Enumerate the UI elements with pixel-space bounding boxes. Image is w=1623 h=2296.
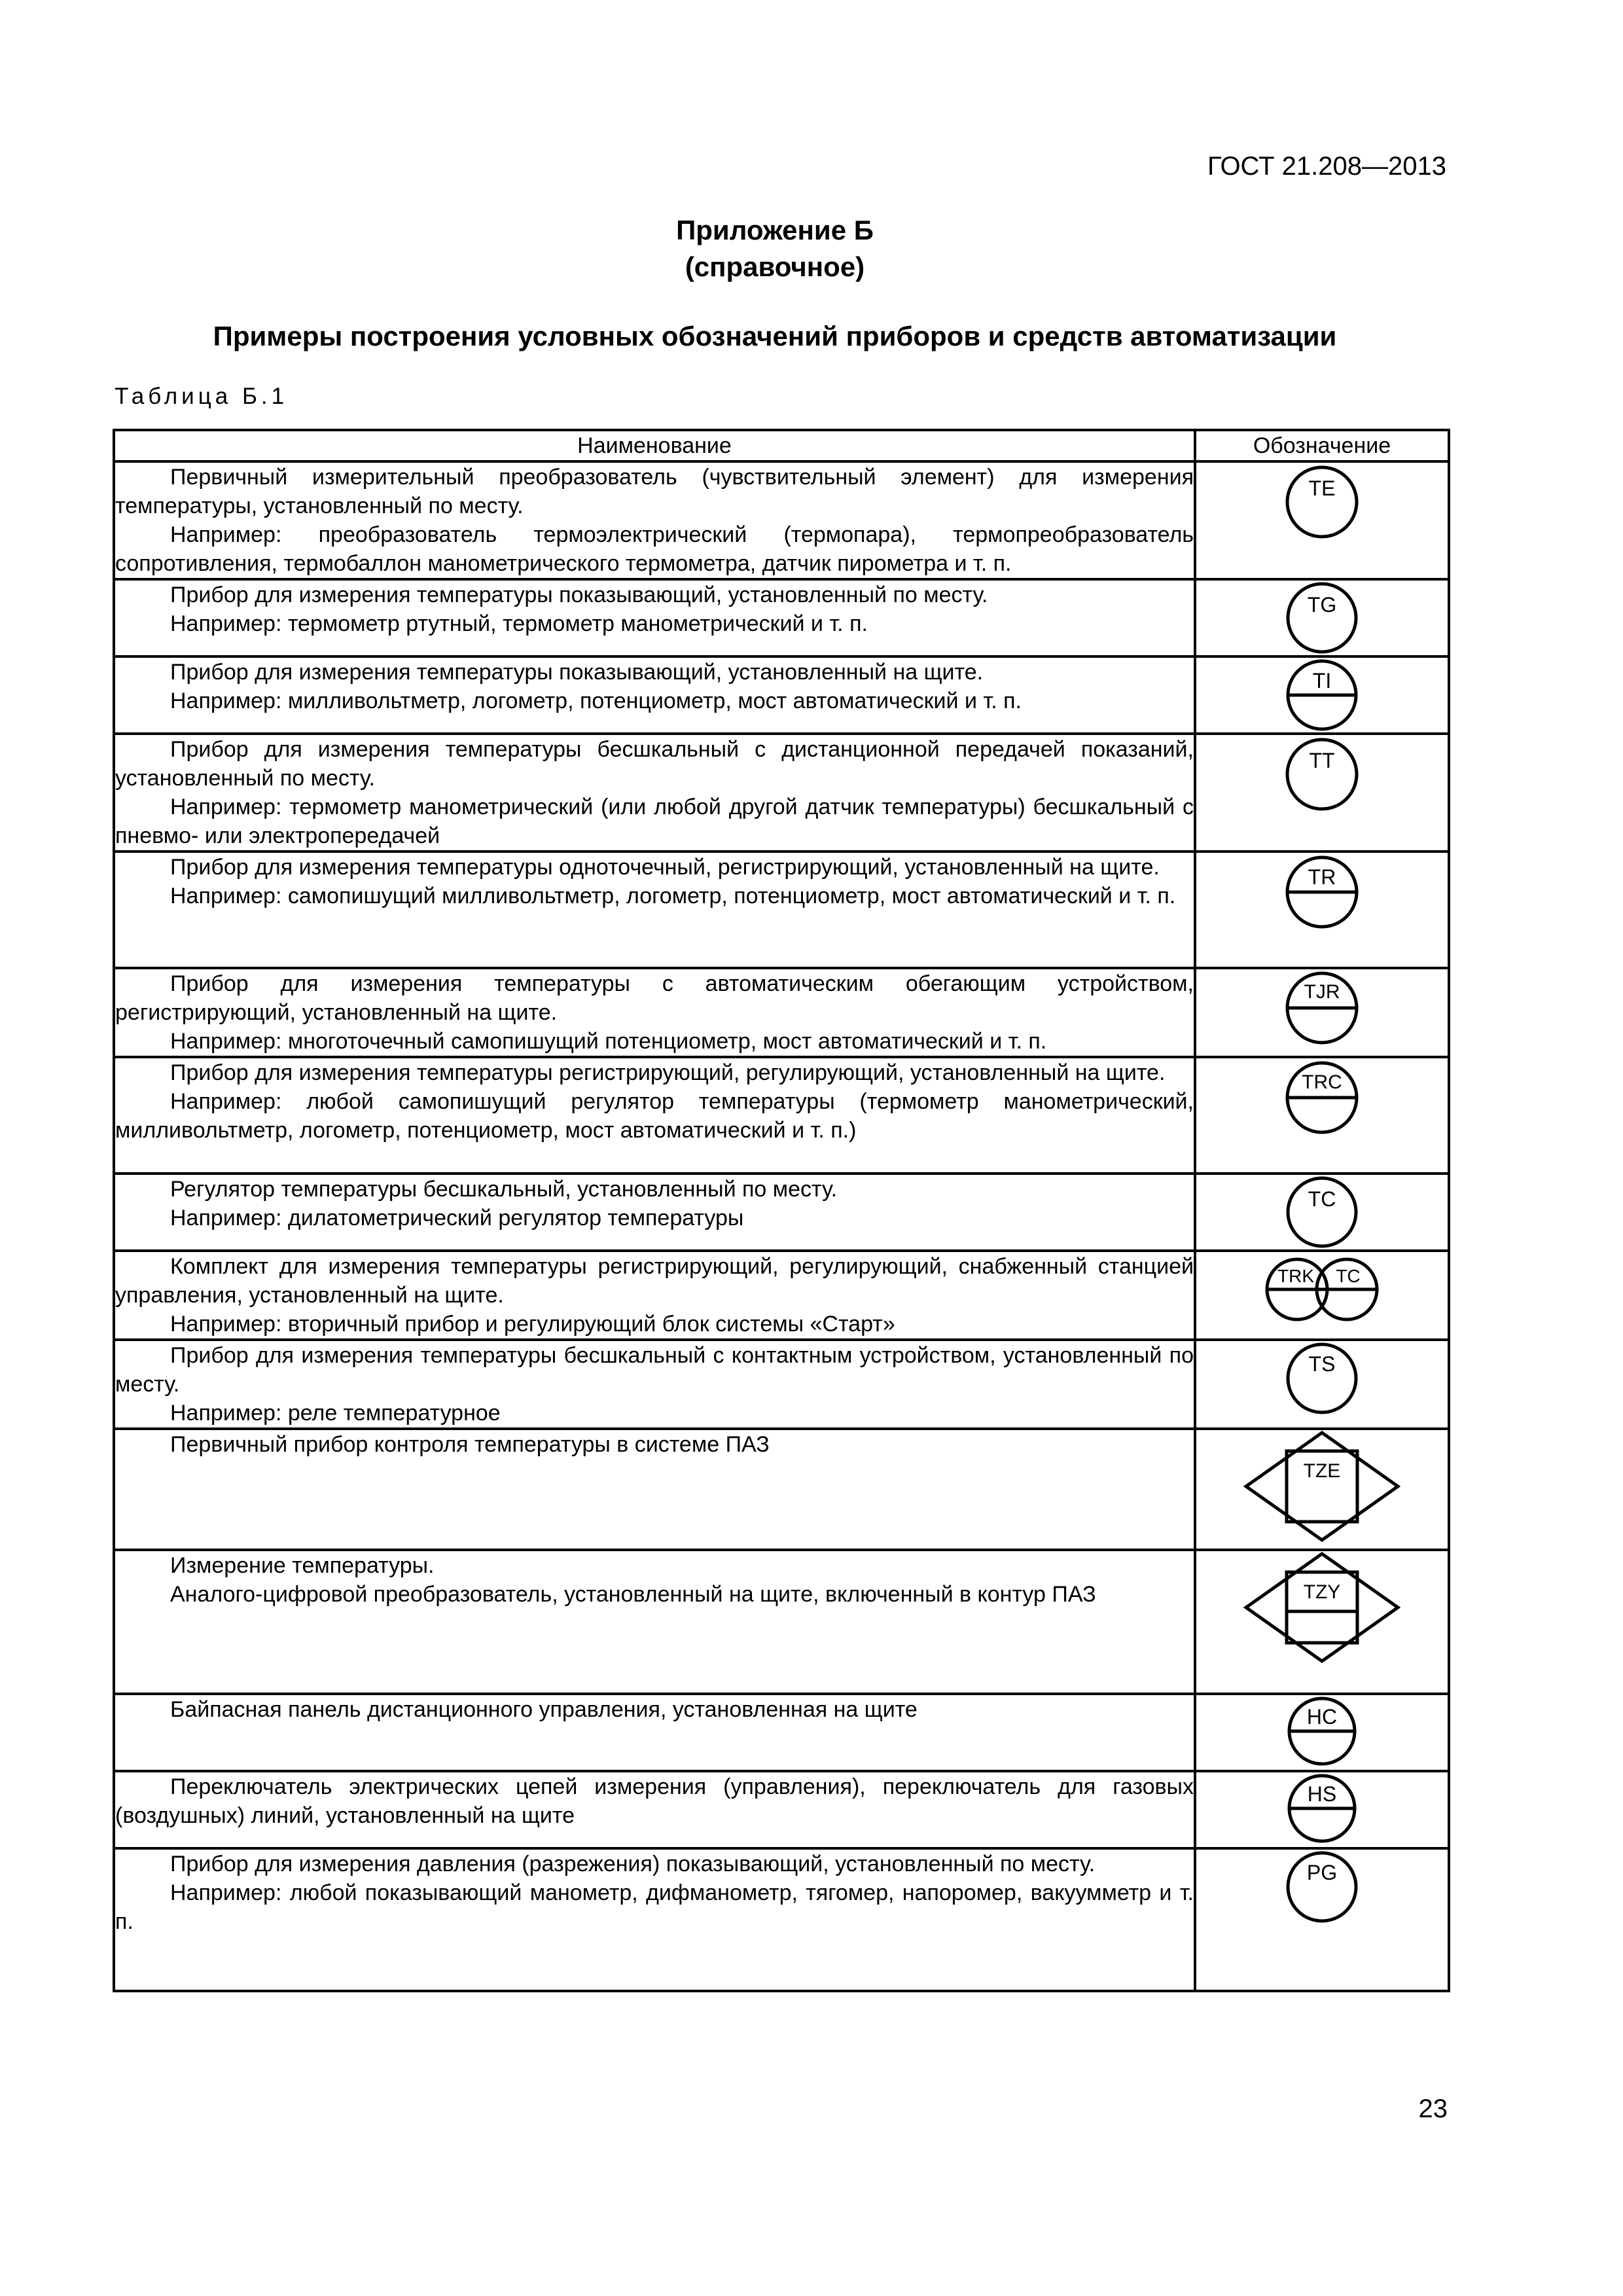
row-description: [114, 1771, 1195, 1848]
instrument-panel-symbol: [1283, 1058, 1361, 1137]
symbol-code: TZY: [1303, 1581, 1341, 1603]
section-heading: Примеры построения условных обозначений приборов и средств автоматизации: [213, 321, 1337, 351]
row-description: [114, 1174, 1195, 1251]
row-text: Прибор для измерения температуры с автоматическим обегающим устройством, регистрирующий, установленный на щите.: [115, 971, 1194, 1025]
table-row: [114, 1174, 1449, 1251]
row-example: Например: милливольтметр, логометр, потенциометр, мост автоматический и т. п.: [170, 689, 1022, 713]
row-example: Например: вторичный прибор и регулирующий блок системы «Старт»: [170, 1312, 895, 1336]
table-row: [114, 1251, 1449, 1340]
symbol-code: TJR: [1304, 981, 1340, 1003]
instrument-panel-symbol: [1283, 1772, 1361, 1844]
row-example: Например: дилатометрический регулятор температуры: [170, 1206, 744, 1230]
symbol-code: TS: [1308, 1352, 1336, 1376]
standard-number: ГОСТ 21.208—2013: [1207, 152, 1446, 181]
symbol-code-second: TC: [1336, 1266, 1361, 1286]
instrument-local-symbol: [1283, 463, 1361, 541]
symbol-code: TZE: [1303, 1460, 1341, 1482]
row-symbol: [1195, 1550, 1449, 1694]
row-text: Переключатель электрических цепей измерения (управления), переключатель для газовых (воздушных) линий, установленный на щите: [115, 1774, 1194, 1828]
row-text: Прибор для измерения температуры регистрирующий, регулирующий, установленный на щите.: [170, 1060, 1166, 1085]
symbol-code: HS: [1307, 1782, 1337, 1806]
row-description: [114, 579, 1195, 656]
instrument-local-symbol: [1283, 1341, 1361, 1416]
table-row: [114, 1694, 1449, 1771]
row-description: [114, 1550, 1195, 1694]
row-description: [114, 1429, 1195, 1550]
row-symbol: [1195, 1057, 1449, 1174]
table-header-row: [114, 430, 1449, 461]
table-row: [114, 579, 1449, 656]
row-description: [114, 1251, 1195, 1340]
row-symbol: [1195, 1251, 1449, 1340]
annex-title: Приложение Б: [676, 215, 874, 245]
row-text: Прибор для измерения температуры бесшкальный с дистанционной передачей показаний, установленный по месту.: [115, 737, 1194, 791]
row-text: Регулятор температуры бесшкальный, установленный по месту.: [170, 1177, 838, 1202]
row-text: Прибор для измерения температуры бесшкальный с контактным устройством, установленный по месту.: [115, 1343, 1194, 1397]
row-text: Байпасная панель дистанционного управления, установленная на щите: [170, 1697, 918, 1722]
row-symbol: [1195, 1174, 1449, 1251]
annex-subtitle: (справочное): [685, 251, 865, 282]
symbol-code: TRC: [1302, 1071, 1342, 1093]
symbols-table: [113, 429, 1450, 1992]
row-example: Например: любой самопишущий регулятор температуры (термометр манометрический, милливольтметр, логометр, потенциометр, мост автоматический и т. п.): [115, 1089, 1194, 1143]
column-header-name: Наименование: [114, 430, 1195, 461]
instrument-panel-symbol: [1283, 658, 1361, 732]
row-text: Первичный измерительный преобразователь (чувствительный элемент) для измерения температуры, установленный по месту.: [115, 465, 1194, 518]
instrument-local-symbol: [1283, 1175, 1361, 1249]
symbol-code: PG: [1306, 1861, 1338, 1884]
symbol-code: TC: [1308, 1187, 1336, 1211]
symbol-code: TE: [1308, 476, 1336, 500]
row-description: [114, 656, 1195, 734]
row-text: Измерение температуры.: [170, 1553, 435, 1578]
instrument-panel-symbol: [1283, 853, 1361, 931]
row-description: [114, 1340, 1195, 1429]
table-row: [114, 1429, 1449, 1550]
row-text: Прибор для измерения давления (разрежения) показывающий, установленный по месту.: [170, 1852, 1096, 1876]
row-description: [114, 461, 1195, 579]
instrument-local-symbol: [1283, 1850, 1361, 1924]
table-row: [114, 1550, 1449, 1694]
table-row: [114, 1848, 1449, 1991]
page-number: 23: [1418, 2094, 1448, 2123]
safety-system-symbol: [1243, 1430, 1400, 1543]
row-description: [114, 734, 1195, 852]
row-symbol: [1195, 579, 1449, 656]
row-example: Например: любой показывающий манометр, дифманометр, тягомер, напоромер, вакуумметр и т. п.: [115, 1880, 1194, 1934]
row-description: [114, 1694, 1195, 1771]
row-text: Первичный прибор контроля температуры в системе ПАЗ: [170, 1432, 770, 1457]
symbol-code: TG: [1307, 593, 1337, 617]
table-row: [114, 461, 1449, 579]
row-symbol: [1195, 1340, 1449, 1429]
row-text: Прибор для измерения температуры одноточечный, регистрирующий, установленный на щите.: [170, 855, 1160, 880]
table-row: [114, 1340, 1449, 1429]
table-row: [114, 1771, 1449, 1848]
row-example: Например: многоточечный самопишущий потенциометр, мост автоматический и т. п.: [170, 1029, 1047, 1054]
row-example: Например: термометр манометрический (или любой другой датчик температуры) бесшкальный с пневмо- или электропередачей: [115, 795, 1194, 848]
instrument-panel-symbol: [1283, 1695, 1361, 1767]
row-text: Комплект для измерения температуры регистрирующий, регулирующий, снабженный станцией управления, установленный на щите.: [115, 1254, 1194, 1308]
symbol-code: TRK: [1277, 1266, 1314, 1286]
row-symbol: [1195, 734, 1449, 852]
symbol-code: TI: [1312, 669, 1332, 692]
row-example: Например: реле температурное: [170, 1401, 501, 1426]
table-row: [114, 968, 1449, 1057]
table-row: [114, 734, 1449, 852]
row-example: Например: самопишущий милливольтметр, логометр, потенциометр, мост автоматический и т. п.: [170, 884, 1176, 908]
row-symbol: [1195, 1429, 1449, 1550]
safety-system-panel-symbol: [1243, 1551, 1400, 1664]
symbol-code: TR: [1308, 865, 1336, 889]
row-description: [114, 852, 1195, 968]
symbol-code: TT: [1309, 749, 1335, 772]
row-text: Прибор для измерения температуры показывающий, установленный по месту.: [170, 583, 988, 607]
row-description: [114, 1057, 1195, 1174]
table-row: [114, 852, 1449, 968]
instrument-set-symbol: [1263, 1252, 1381, 1327]
table-row: [114, 1057, 1449, 1174]
row-symbol: [1195, 1771, 1449, 1848]
instrument-panel-symbol: [1283, 969, 1361, 1047]
instrument-local-symbol: [1283, 735, 1361, 814]
row-symbol: [1195, 656, 1449, 734]
table-row: [114, 656, 1449, 734]
row-symbol: [1195, 968, 1449, 1057]
column-header-symbol: Обозначение: [1195, 430, 1449, 461]
row-symbol: [1195, 852, 1449, 968]
row-symbol: [1195, 1848, 1449, 1991]
instrument-local-symbol: [1283, 581, 1361, 655]
row-description: [114, 968, 1195, 1057]
row-text: Прибор для измерения температуры показывающий, установленный на щите.: [170, 660, 984, 685]
row-symbol: [1195, 461, 1449, 579]
row-example: Например: преобразователь термоэлектрический (термопара), термопреобразователь сопротивления, термобаллон манометрического термометра, датчик пирометра и т. п.: [115, 522, 1194, 576]
table-label: Таблица Б.1: [115, 384, 289, 409]
row-example: Аналого-цифровой преобразователь, установленный на щите, включенный в контур ПАЗ: [170, 1582, 1096, 1607]
row-description: [114, 1848, 1195, 1991]
row-example: Например: термометр ртутный, термометр манометрический и т. п.: [170, 611, 868, 636]
row-symbol: [1195, 1694, 1449, 1771]
symbol-code: HC: [1306, 1705, 1338, 1729]
